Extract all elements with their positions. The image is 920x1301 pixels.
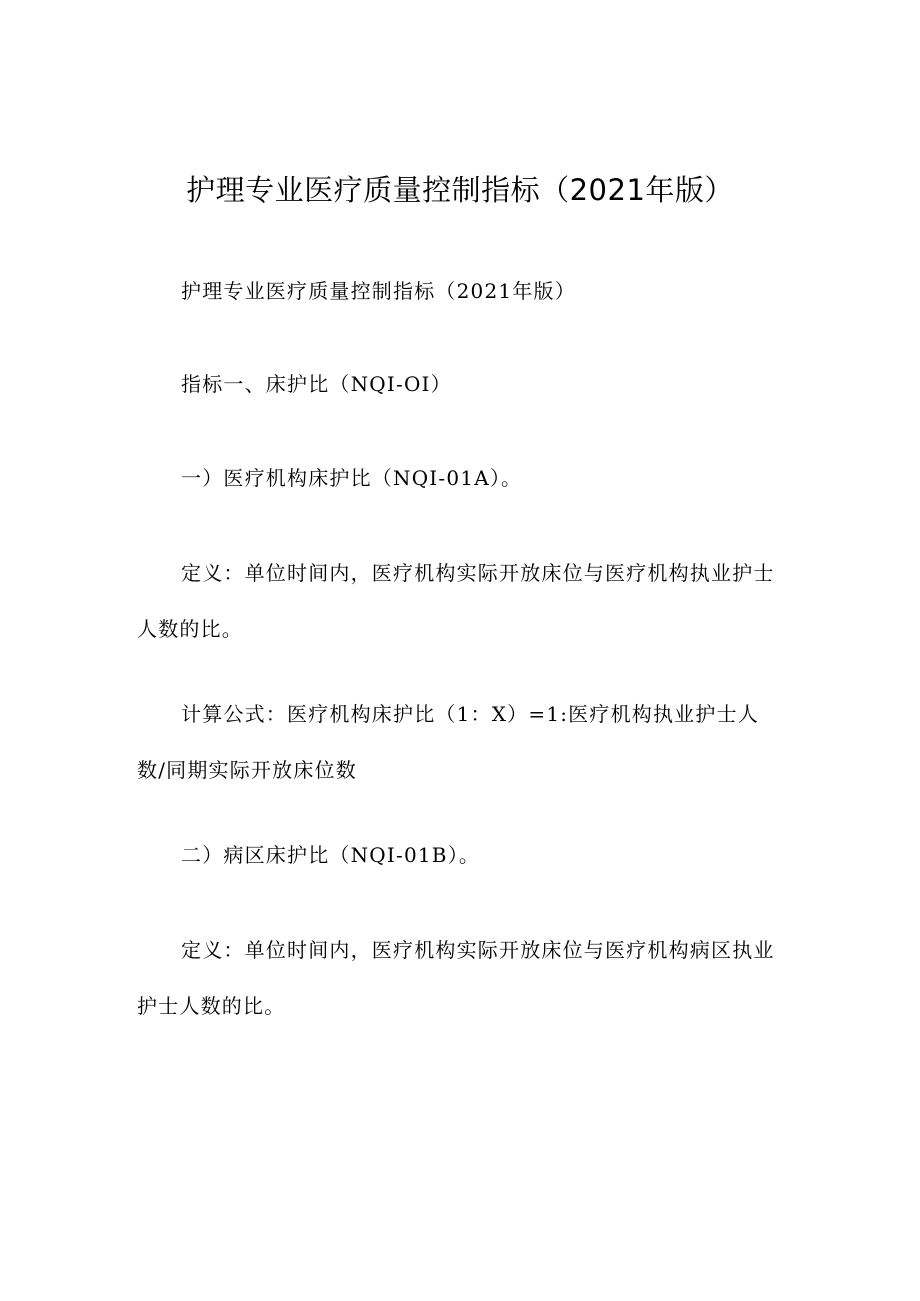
paragraph-definition-one: 定义：单位时间内，医疗机构实际开放床位与医疗机构执业护士人数的比。: [137, 561, 775, 641]
paragraph-formula: 计算公式：医疗机构床护比（1：X）=1:医疗机构执业护士人数/同期实际开放床位数: [137, 702, 759, 782]
paragraph-subtitle: 护理专业医疗质量控制指标（2021年版）: [181, 279, 576, 303]
paragraph-indicator-one-heading: 指标一、床护比（NQI-OI）: [181, 372, 452, 396]
paragraph-definition-two: 定义：单位时间内，医疗机构实际开放床位与医疗机构病区执业护士人数的比。: [137, 938, 775, 1018]
paragraph-section-two-heading: 二）病区床护比（NQI-01B）。: [181, 843, 481, 867]
paragraph-section-one-heading: 一）医疗机构床护比（NQI-01A）。: [181, 466, 523, 490]
document-title: 护理专业医疗质量控制指标（2021年版）: [186, 173, 734, 207]
